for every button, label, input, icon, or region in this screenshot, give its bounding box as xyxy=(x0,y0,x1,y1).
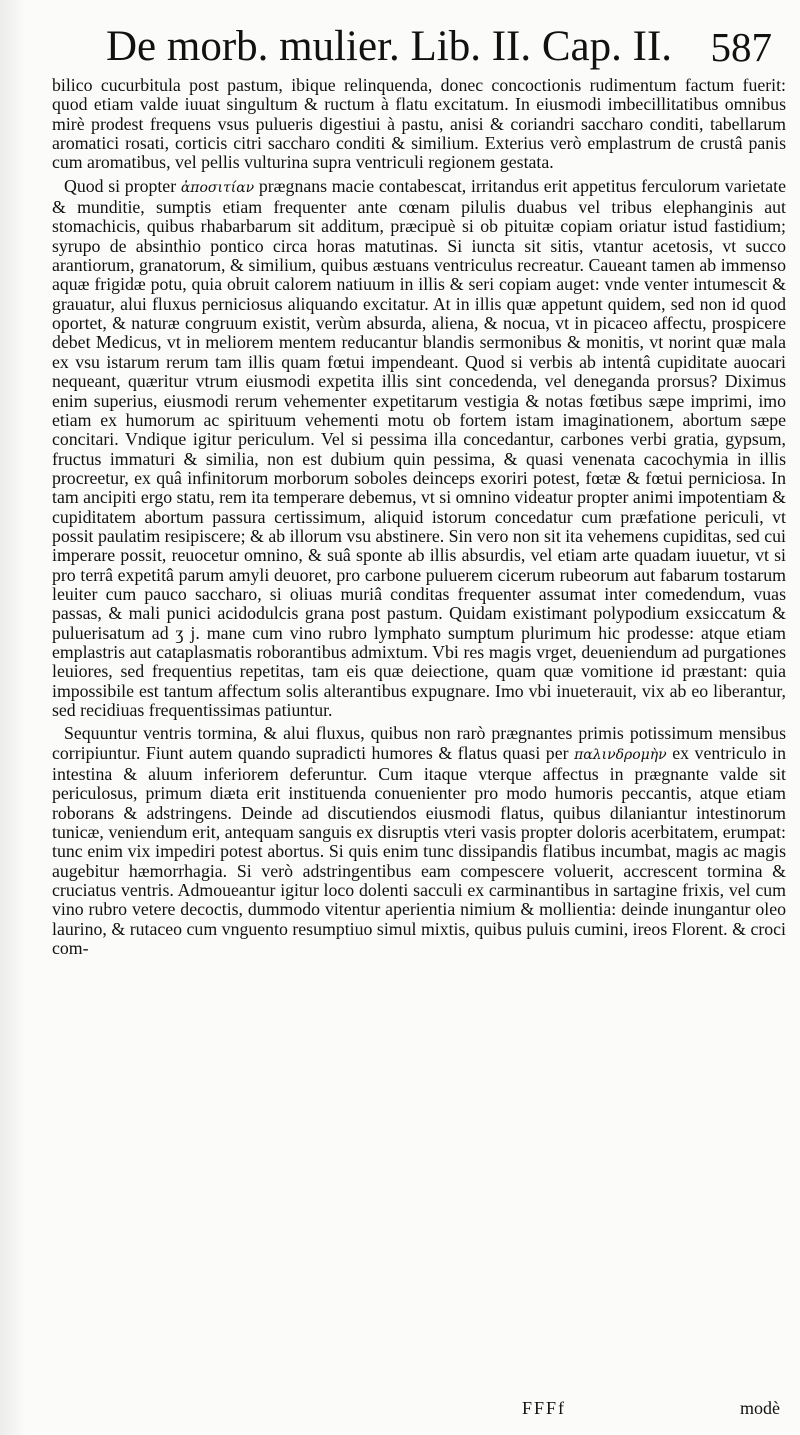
paragraph-text: prægnans macie contabescat, irritandus erit appetitus ferculorum varietate & munditie, sumptis etiam frequenter ante cœnam pilulis duabus vel tribus elephanginis aut stomachicis, quibus rhabarbarum sit additum, præcipuè si ob pituitæ copiam oriatur istud fastidium; syrupo de absinthio pontico circa horas matutinas. Si iuncta sit sitis, vtantur acetosis, vt succo arantiorum, granatorum, & similium, quibus æstuans ventriculus recreatur. Caueant tamen ab immenso aquæ frigidæ potu, quia obruit calorem natiuum in illis & seri copiam auget: vnde venter intumescit & grauatur, alui fluxus perniciosus aliquando excitatur. At in illis quæ appetunt quidem, sed non id quod oportet, & naturæ congruum existit, verùm absurda, aliena, & nocua, vt in picaceo affectu, prospicere debet Medicus, vt in meliorem mentem reducantur blandis sermonibus & monitis, vt norint quæ mala ex vsu istarum rerum tam illis quam fœtui impendeant. Quod si verbis ab intentâ cupiditate auocari nequeant, quæritur vtrum eiusmodi expetita illis sint concedenda, vel deneganda prorsus? Diximus enim superius, eiusmodi rerum vehementer expetitarum vestigia & notas fœtibus sæpe imprimi, imo etiam ex humorum ac spirituum vehementi motu ob fortem istam imaginationem, abortum sæpe concitari. Vndique igitur periculum. Vel si pessima illa concedantur, carbones verbi gratia, gypsum, fructus immaturi & similia, non est dubium quin pessima, & quasi venenata cacochymia in illis procreetur, ex quâ infinitorum morborum soboles deinceps exoriri potest, fœtæ & fœtui perniciosa. In tam ancipiti ergo statu, rem ita temperare debemus, vt si omnino videatur propter animi impotentiam & cupiditatem abortum passura certissimum, aliquid istorum concedatur cum præfatione periculi, vt possit paulatim resipiscere; & ab illorum vsu abstinere. Sin vero non sit ita vehemens cupiditas, sed cui imperare possit, reuocetur omnino, & suâ sponte ab illis absurdis, vel etiam arte quadam iuuetur, vt si pro terrâ expetitâ parum amyli deuoret, pro carbone puluerem cicerum rubeorum aut fabarum tostarum leuiter cum pauco saccharo, si oliuas muriâ conditas frequenter assumat inter comedendum, vuas passas, & mali punici acidodulcis grana post pastum. Quidam existimant polypodium exsiccatum & puluerisatum ad ʒ j. mane cum vino rubro lymphato sumptum plurimum hic prodesse: atque etiam emplastris aut cataplasmatis roborantibus admixtum. Vbi res magis vrget, deueniendum ad purgationes leuiores, sed frequentius repetitas, tam eis quæ deiectione, quam quæ vomitione id præstant: quia impossibile est tantum affectum solis alterantibus expugnare. Imo vbi inueterauit, vix ab eo liberantur, sed recidiuas frequentissimas patiuntur. xyxy=(52,175,786,720)
paragraph-tormina xyxy=(52,724,786,958)
signature-mark: FFFf xyxy=(522,1398,567,1418)
paragraph-text: Sequuntur ventris tormina, & alui fluxus, quibus non rarò prægnantes primis potissimum mensibus corripiuntur. Fiunt autem quando supradicti humores & flatus quasi per xyxy=(52,723,786,763)
greek-term: παλινδρομὴν xyxy=(574,746,667,763)
paragraph-continued xyxy=(52,76,786,173)
body-text xyxy=(52,76,786,958)
paragraph-text: ex ventriculo in intestina & aluum inferiorem deferuntur. Cum itaque vterque affectus in prægnante valde sit periculosus, primum diæta erit instituenda conuenienter pro modo humoris peccantis, atque etiam roborans & adstringens. Deinde ad discutiendos eiusmodi flatus, quibus dilaniantur intestinorum tunicæ, veniendum erit, antequam sanguis ex disruptis vteri vasis propter doloris acerbitatem, erumpat: tunc enim vix impediri potest abortus. Si quis enim tunc dissipandis flatibus incumbat, magis ac magis augebitur hæmorrhagia. Si verò adstringentibus eam compescere voluerit, accrescent tormina & cruciatus ventris. Admoueantur igitur loco dolenti sacculi ex carminantibus in sartagine frixis, vel cum vino rubro vetere decoctis, dummodo vitentur aperientia nimium & mollientia: deinde inungantur oleo laurino, & rutaceo cum vnguento resumptiuo simul mixtis, quibus puluis cumini, ireos Florent. & croci com- xyxy=(52,742,787,959)
paragraph-appetite xyxy=(52,177,786,721)
paragraph-text: bilico cucurbitula post pastum, ibique relinquenda, donec concoctionis rudimentum factum fuerit: quod etiam valde iuuat singultum & ructum à flatu excitatum. In eiusmodi imbecillitatibus omnibus mirè prodest frequens vsus pulueris digestiui à pastu, anisi & coriandri saccharo conditi, tabellarum aromatici rosati, corticis citri saccharo conditi & similium. Exterius verò emplastrum de crustâ panis cum aromatibus, vel pellis vulturina supra ventriculi regionem gestata. xyxy=(52,75,786,173)
page-gutter-shadow xyxy=(0,0,26,1435)
page-footer xyxy=(52,1398,786,1424)
catchword: modè xyxy=(740,1398,780,1418)
greek-term: ἀποσιτίαν xyxy=(180,179,255,196)
page-number: 587 xyxy=(710,24,772,70)
paragraph-text: Quod si propter xyxy=(64,175,177,196)
running-title: De morb. mulier. Lib. II. Cap. II. xyxy=(106,23,673,70)
page-header xyxy=(50,16,782,76)
